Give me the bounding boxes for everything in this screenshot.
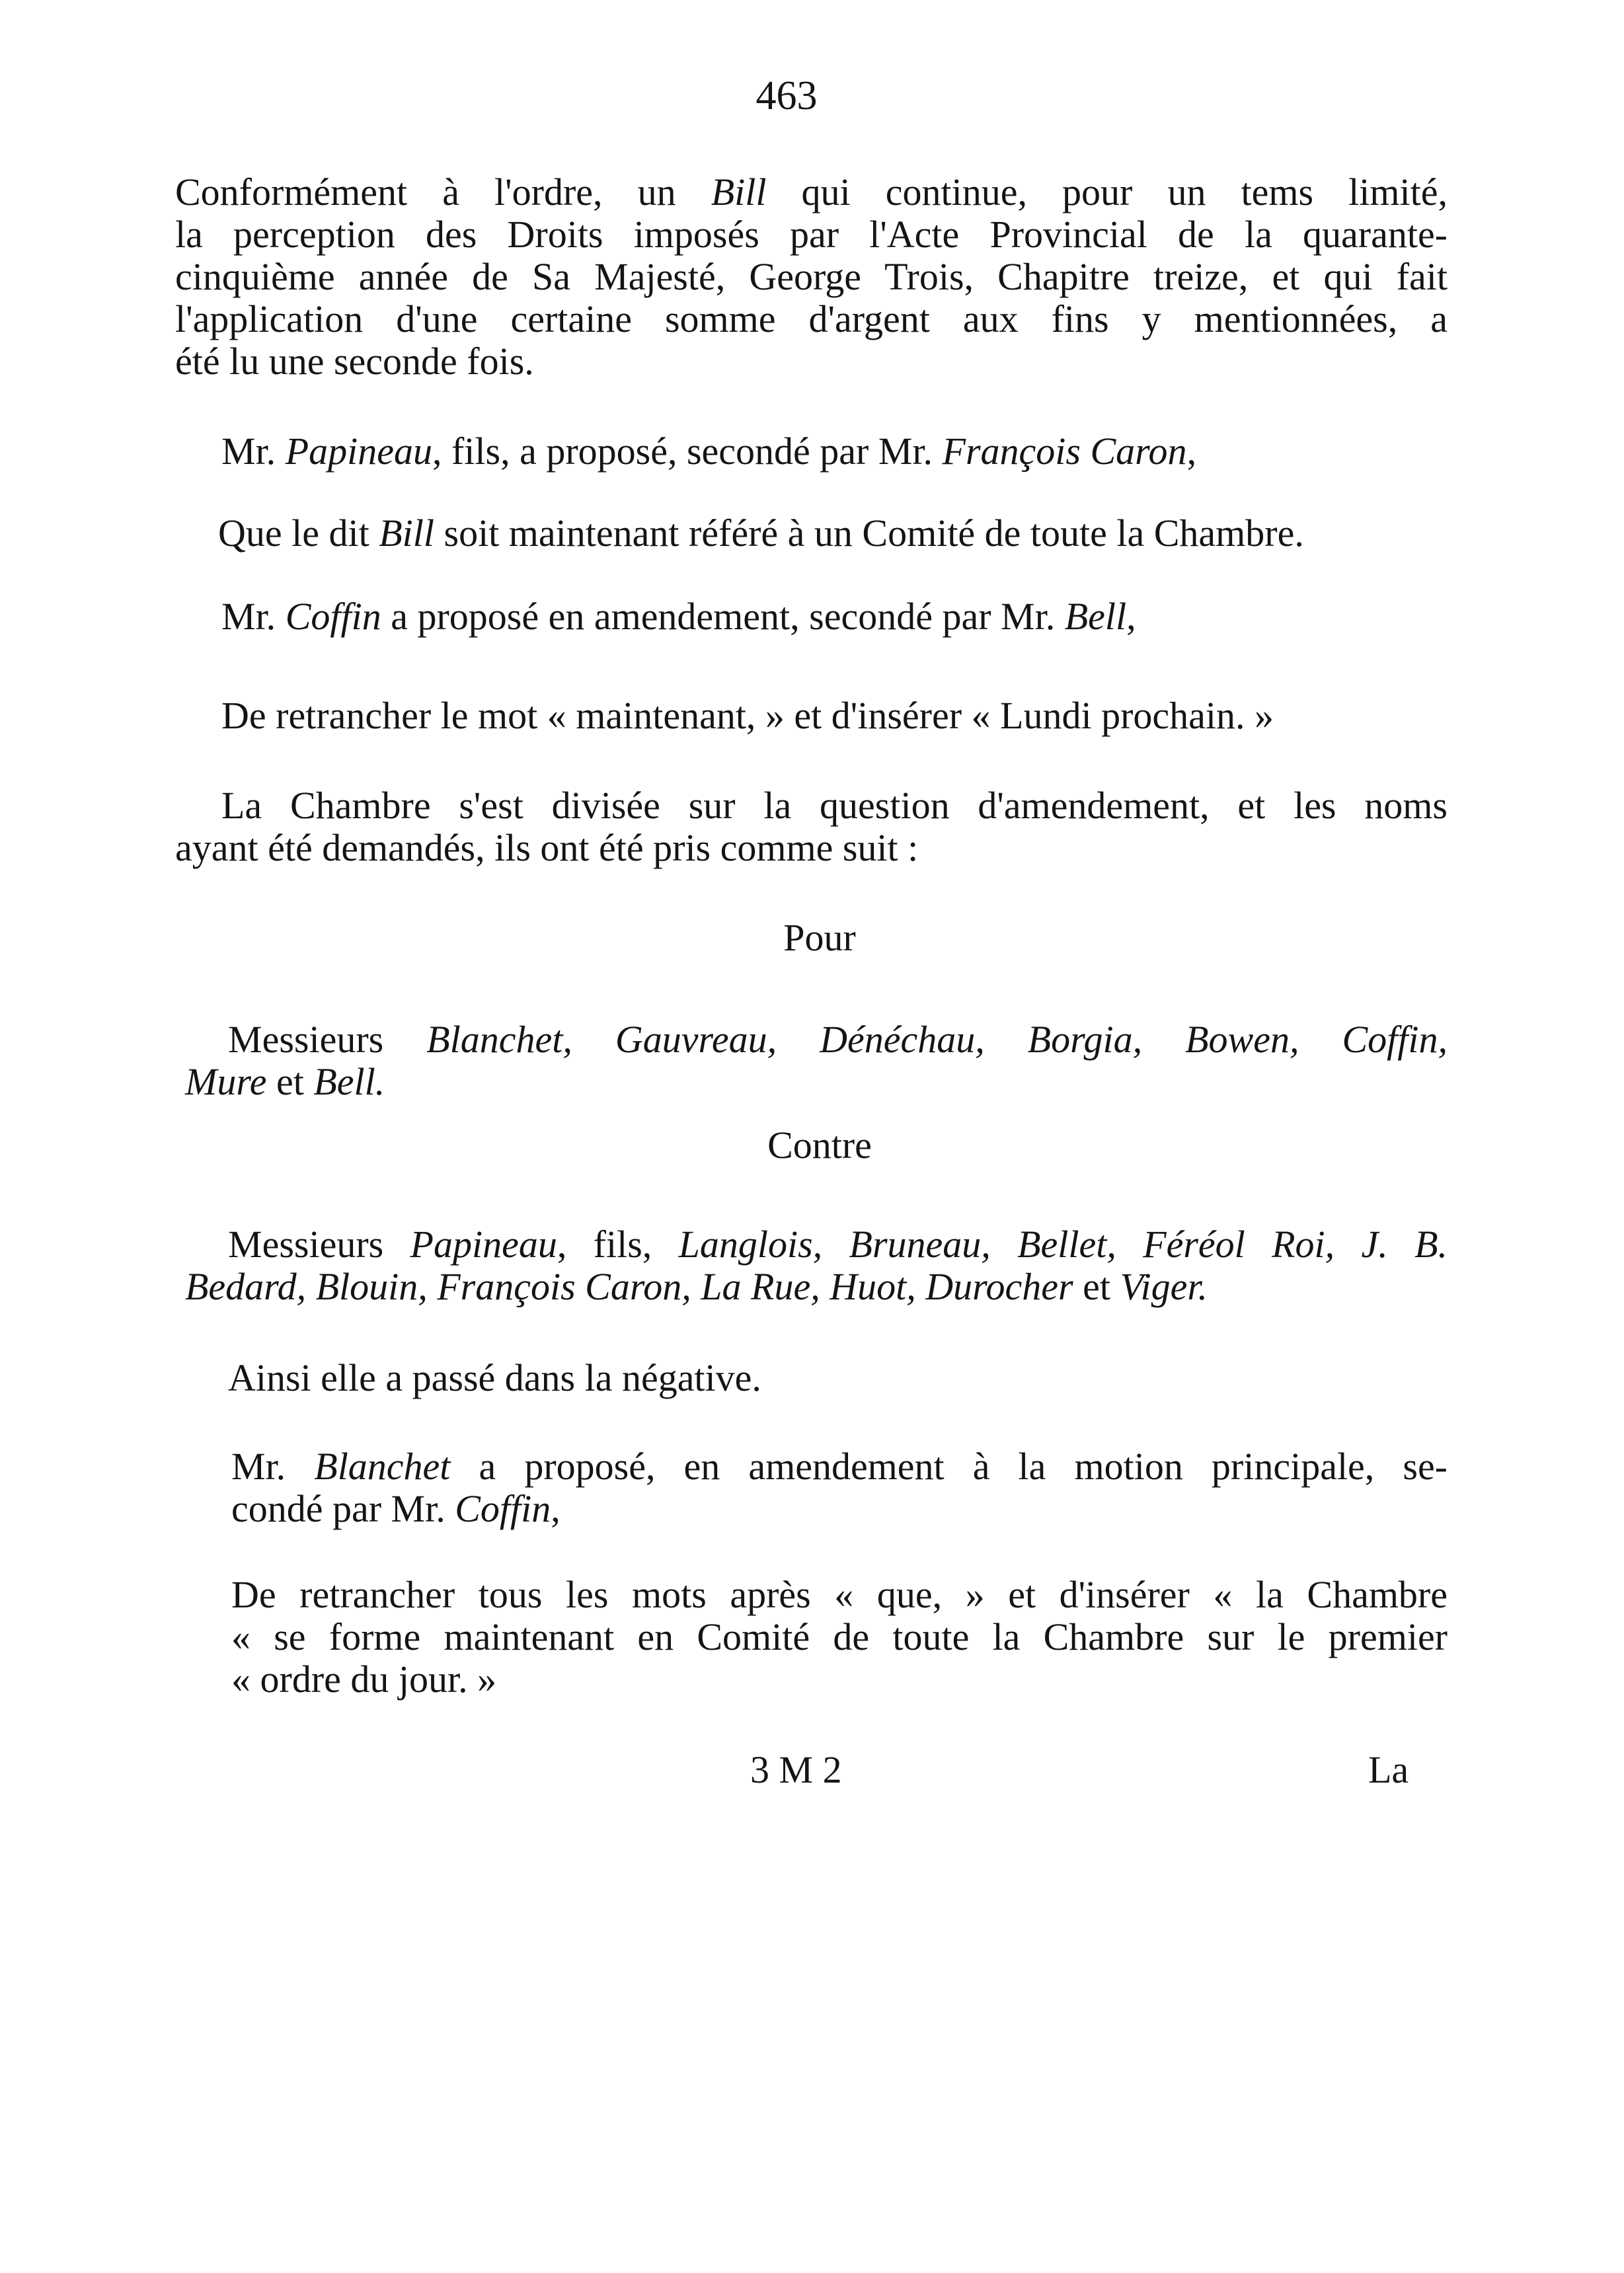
text-line: Messieurs Blanchet, Gauvreau, Dénéchau, Borgia, Bowen, Coffin,: [228, 1018, 1448, 1061]
text-line: De retrancher le mot « maintenant, » et d'insérer « Lundi prochain. »: [221, 694, 1274, 737]
text-line: De retrancher tous les mots après « que, » et d'insérer « la Chambre: [231, 1573, 1448, 1616]
text-line: Ainsi elle a passé dans la négative.: [228, 1356, 761, 1399]
vote-heading-contre: Contre: [767, 1124, 872, 1167]
text-line: l'application d'une certaine somme d'argent aux fins y mentionnées, a: [175, 297, 1448, 340]
text-line: Messieurs Papineau, fils, Langlois, Bruneau, Bellet, Féréol Roi, J. B.: [228, 1223, 1448, 1266]
page-number: 463: [755, 73, 818, 118]
text-line: Conformément à l'ordre, un Bill qui continue, pour un tems limité,: [175, 171, 1448, 213]
text-line: « se forme maintenant en Comité de toute la Chambre sur le premier: [231, 1615, 1448, 1658]
text-line: Mure et Bell.: [185, 1060, 385, 1103]
text-line: Que le dit Bill soit maintenant référé à un Comité de toute la Chambre.: [218, 512, 1304, 555]
catchword: La: [1368, 1748, 1409, 1791]
text-line: la perception des Droits imposés par l'Acte Provincial de la quarante-: [175, 213, 1448, 256]
text-line: Mr. Coffin a proposé en amendement, secondé par Mr. Bell,: [221, 595, 1136, 638]
signature-mark: 3 M 2: [750, 1748, 842, 1791]
text-line: Mr. Blanchet a proposé, en amendement à la motion principale, se-: [231, 1445, 1448, 1488]
text-line: cinquième année de Sa Majesté, George Trois, Chapitre treize, et qui fait: [175, 255, 1448, 298]
vote-heading-pour: Pour: [783, 916, 856, 959]
text-line: La Chambre s'est divisée sur la question d'amendement, et les noms: [221, 784, 1448, 827]
text-line: Mr. Papineau, fils, a proposé, secondé par Mr. François Caron,: [221, 430, 1197, 473]
text-line: ayant été demandés, ils ont été pris comme suit :: [175, 826, 919, 869]
text-line: été lu une seconde fois.: [175, 340, 534, 383]
text-line: Bedard, Blouin, François Caron, La Rue, Huot, Durocher et Viger.: [185, 1265, 1208, 1308]
text-line: condé par Mr. Coffin,: [231, 1487, 561, 1530]
text-line: « ordre du jour. »: [231, 1658, 497, 1701]
